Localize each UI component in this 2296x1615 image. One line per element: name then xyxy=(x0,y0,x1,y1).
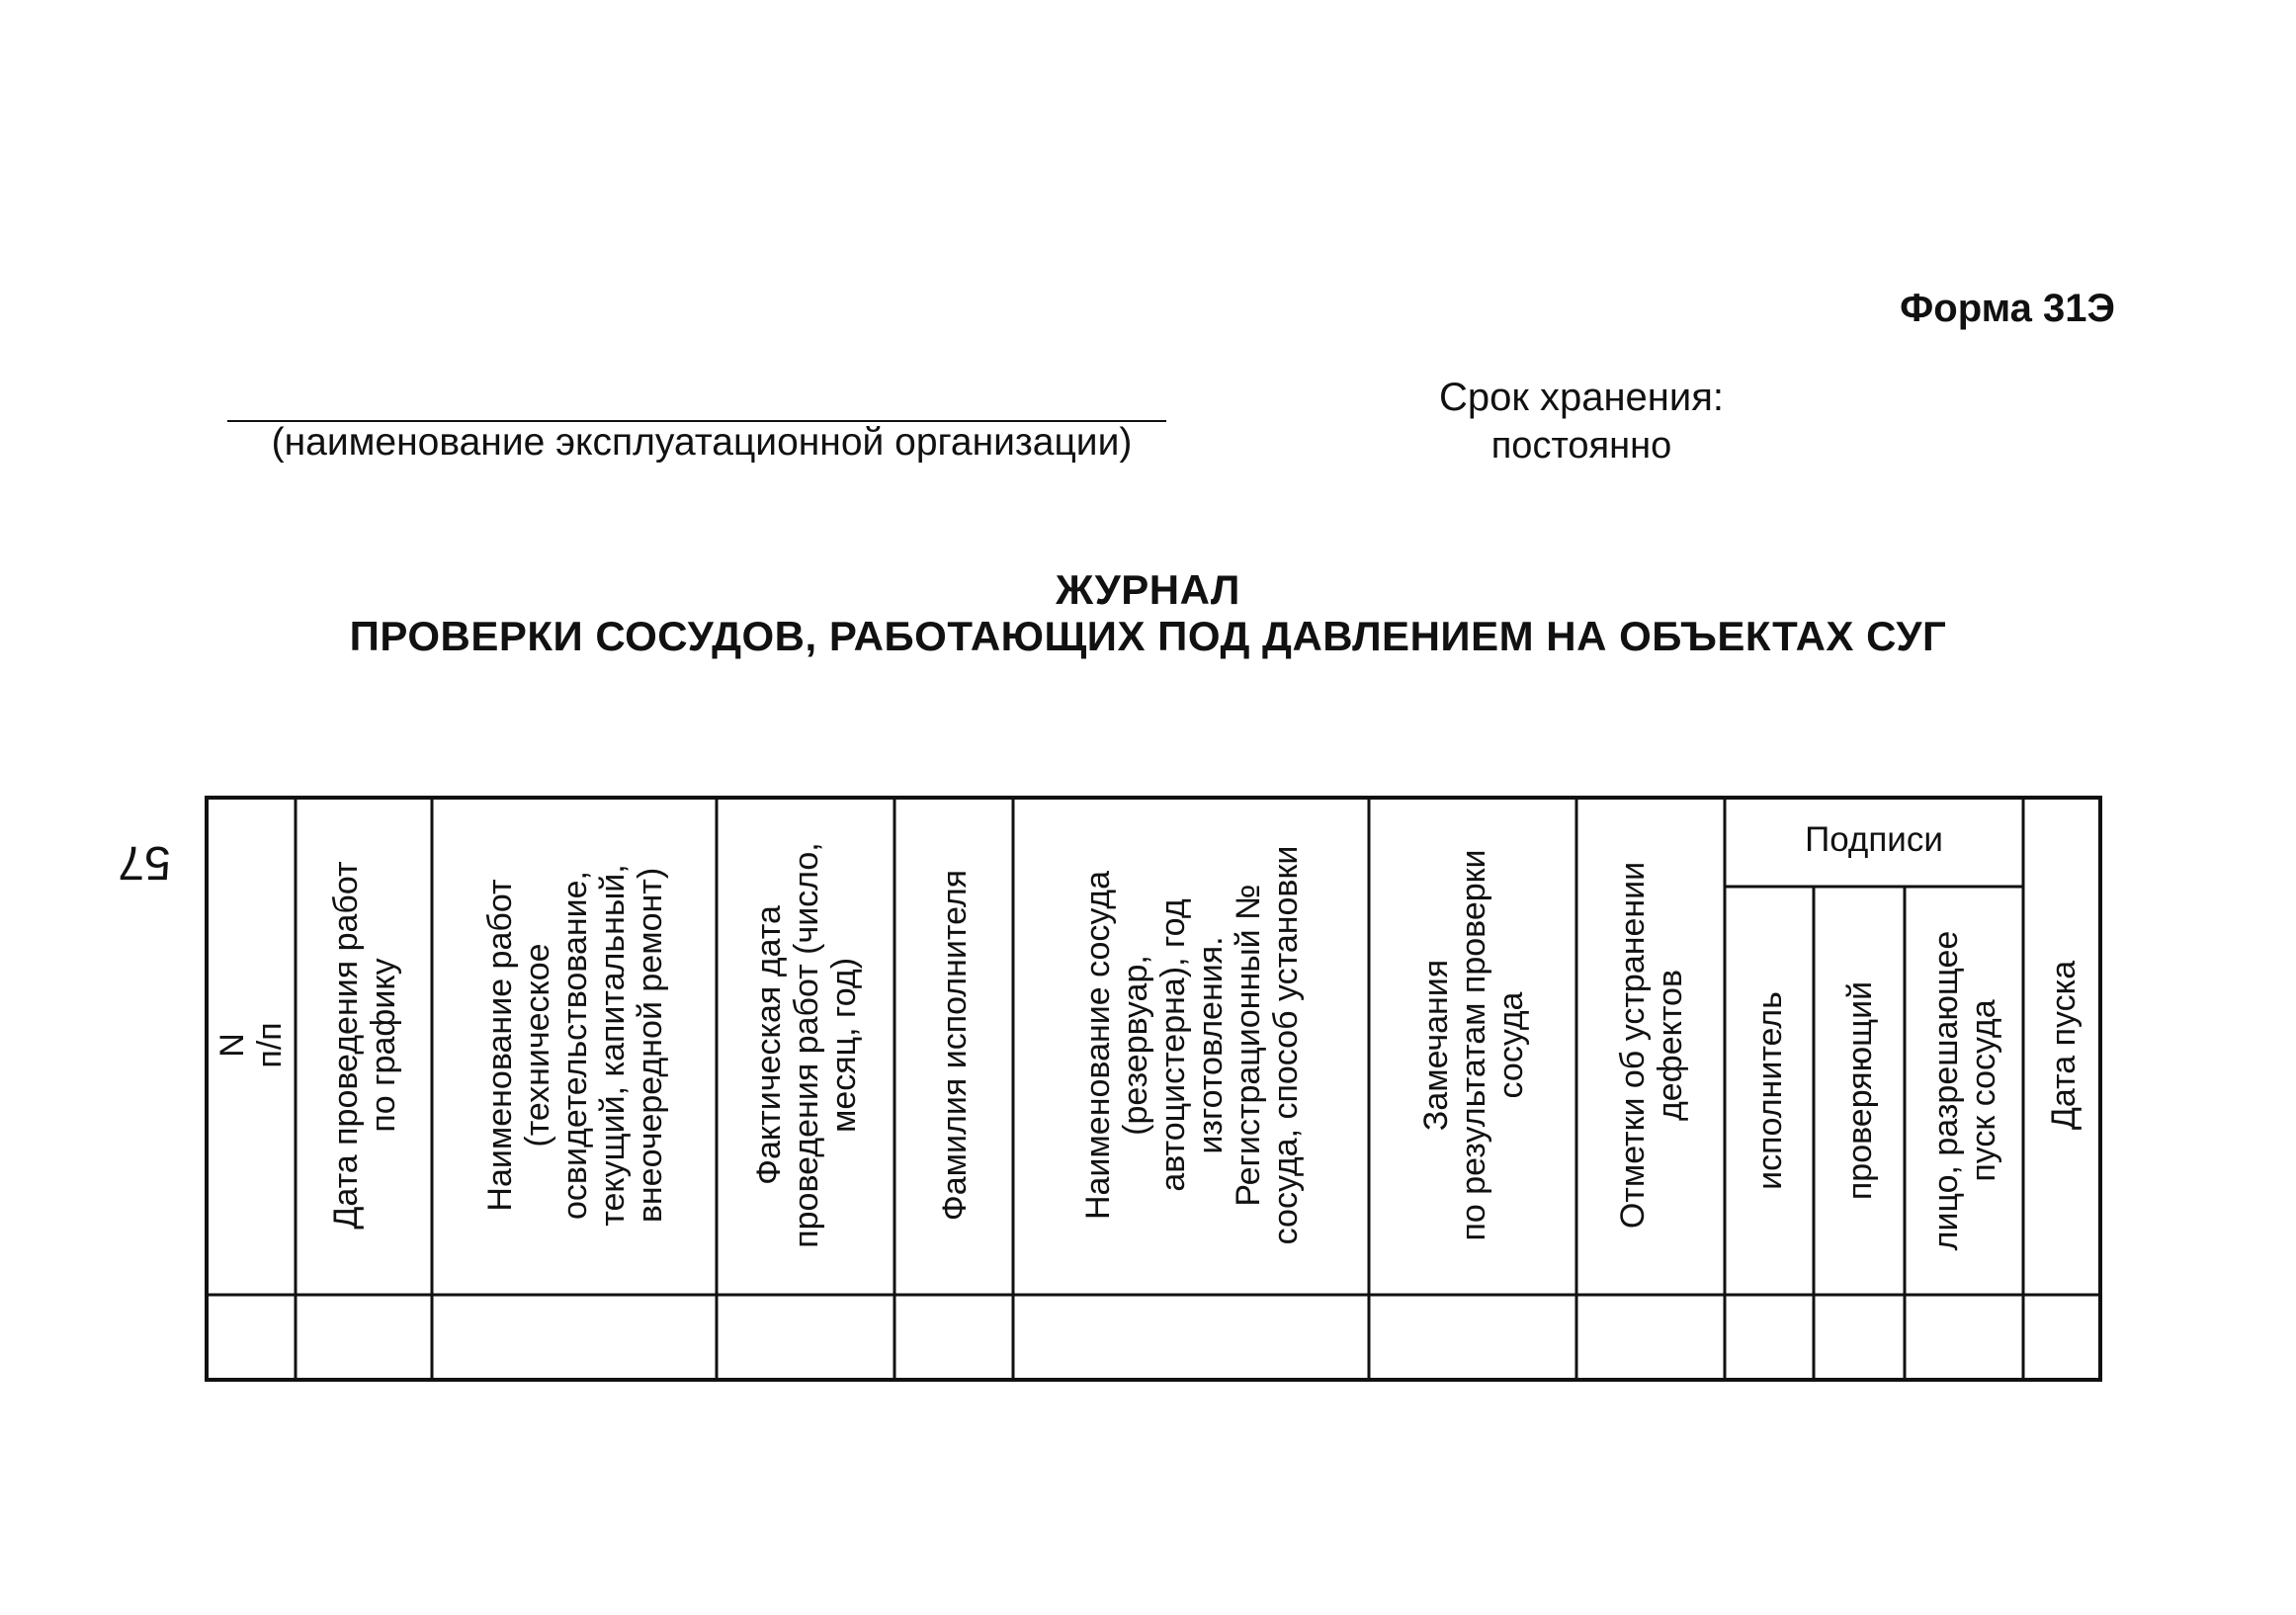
col-number xyxy=(213,1022,289,1067)
form-label: Форма 31Э xyxy=(1900,287,2115,330)
col-actual-date xyxy=(750,842,863,1248)
col-defects xyxy=(1614,862,1689,1229)
col-sign-executor xyxy=(1751,991,1789,1190)
journal-title: ЖУРНАЛ xyxy=(1056,566,1240,613)
organization-caption: (наименование эксплуатационной организации) xyxy=(271,421,1133,464)
col-start-date xyxy=(2045,961,2083,1130)
page-number: 57 xyxy=(118,836,171,889)
col-remarks-line: Замечания xyxy=(1417,959,1455,1132)
col-sign-start-permitter-line: пуск сосуда xyxy=(1965,999,2002,1182)
col-vessel-line: сосуда, способ установки xyxy=(1267,845,1305,1245)
col-scheduled-date-line: Дата проведения работ xyxy=(327,861,365,1230)
col-work-type-line: Наименование работ xyxy=(481,879,519,1212)
storage-period-title: Срок хранения: xyxy=(1438,376,1725,419)
col-actual-date-line: месяц, год) xyxy=(825,957,863,1134)
col-work-type-line: (техническое xyxy=(519,943,556,1148)
col-work-type-line: текущий, капитальный, xyxy=(594,864,632,1227)
col-vessel-line: автоцистерна), год xyxy=(1154,898,1192,1192)
table-headers xyxy=(213,820,2083,1250)
col-work-type-line: освидетельствование, xyxy=(556,871,594,1220)
col-work-type xyxy=(481,864,669,1226)
col-remarks xyxy=(1417,849,1530,1240)
col-vessel xyxy=(1079,846,1305,1245)
col-actual-date-line: Фактическая дата xyxy=(750,905,788,1185)
col-sign-executor-line: исполнитель xyxy=(1751,991,1789,1190)
col-vessel-line: Наименование сосуда xyxy=(1079,870,1117,1221)
col-executor-name-line: Фамилия исполнителя xyxy=(936,869,974,1222)
col-number-line: п/п xyxy=(251,1022,289,1068)
col-remarks-line: сосуда xyxy=(1492,991,1530,1099)
journal-subtitle: ПРОВЕРКИ СОСУДОВ, РАБОТАЮЩИХ ПОД ДАВЛЕНИЕМ НА ОБЪЕКТАХ СУГ xyxy=(349,613,1947,659)
storage-period-value: постоянно xyxy=(1490,425,1672,467)
col-scheduled-date xyxy=(327,861,402,1229)
col-sign-inspector-line: проверяющий xyxy=(1841,980,1879,1201)
col-number-line: N xyxy=(213,1033,251,1058)
col-defects-line: Отметки об устранении xyxy=(1614,861,1652,1230)
col-vessel-line: изготовления. xyxy=(1192,936,1230,1154)
col-vessel-line: Регистрационный № xyxy=(1230,884,1267,1207)
col-scheduled-date-line: по графику xyxy=(365,958,402,1133)
col-remarks-line: по результатам проверки xyxy=(1455,849,1492,1241)
col-sign-inspector xyxy=(1841,981,1879,1200)
col-work-type-line: внеочередной ремонт) xyxy=(632,867,669,1224)
col-actual-date-line: проведения работ (число, xyxy=(788,842,825,1248)
col-sign-start-permitter xyxy=(1927,931,2002,1251)
col-vessel-line: (резервуар, xyxy=(1117,955,1154,1136)
signatures-label: Подписи xyxy=(1805,820,1943,859)
col-sign-start-permitter-line: лицо, разрешающее xyxy=(1927,930,1965,1251)
col-executor-name xyxy=(936,870,974,1221)
col-start-date-line: Дата пуска xyxy=(2045,960,2083,1131)
journal-table xyxy=(205,796,2102,1382)
col-defects-line: дефектов xyxy=(1652,969,1689,1122)
